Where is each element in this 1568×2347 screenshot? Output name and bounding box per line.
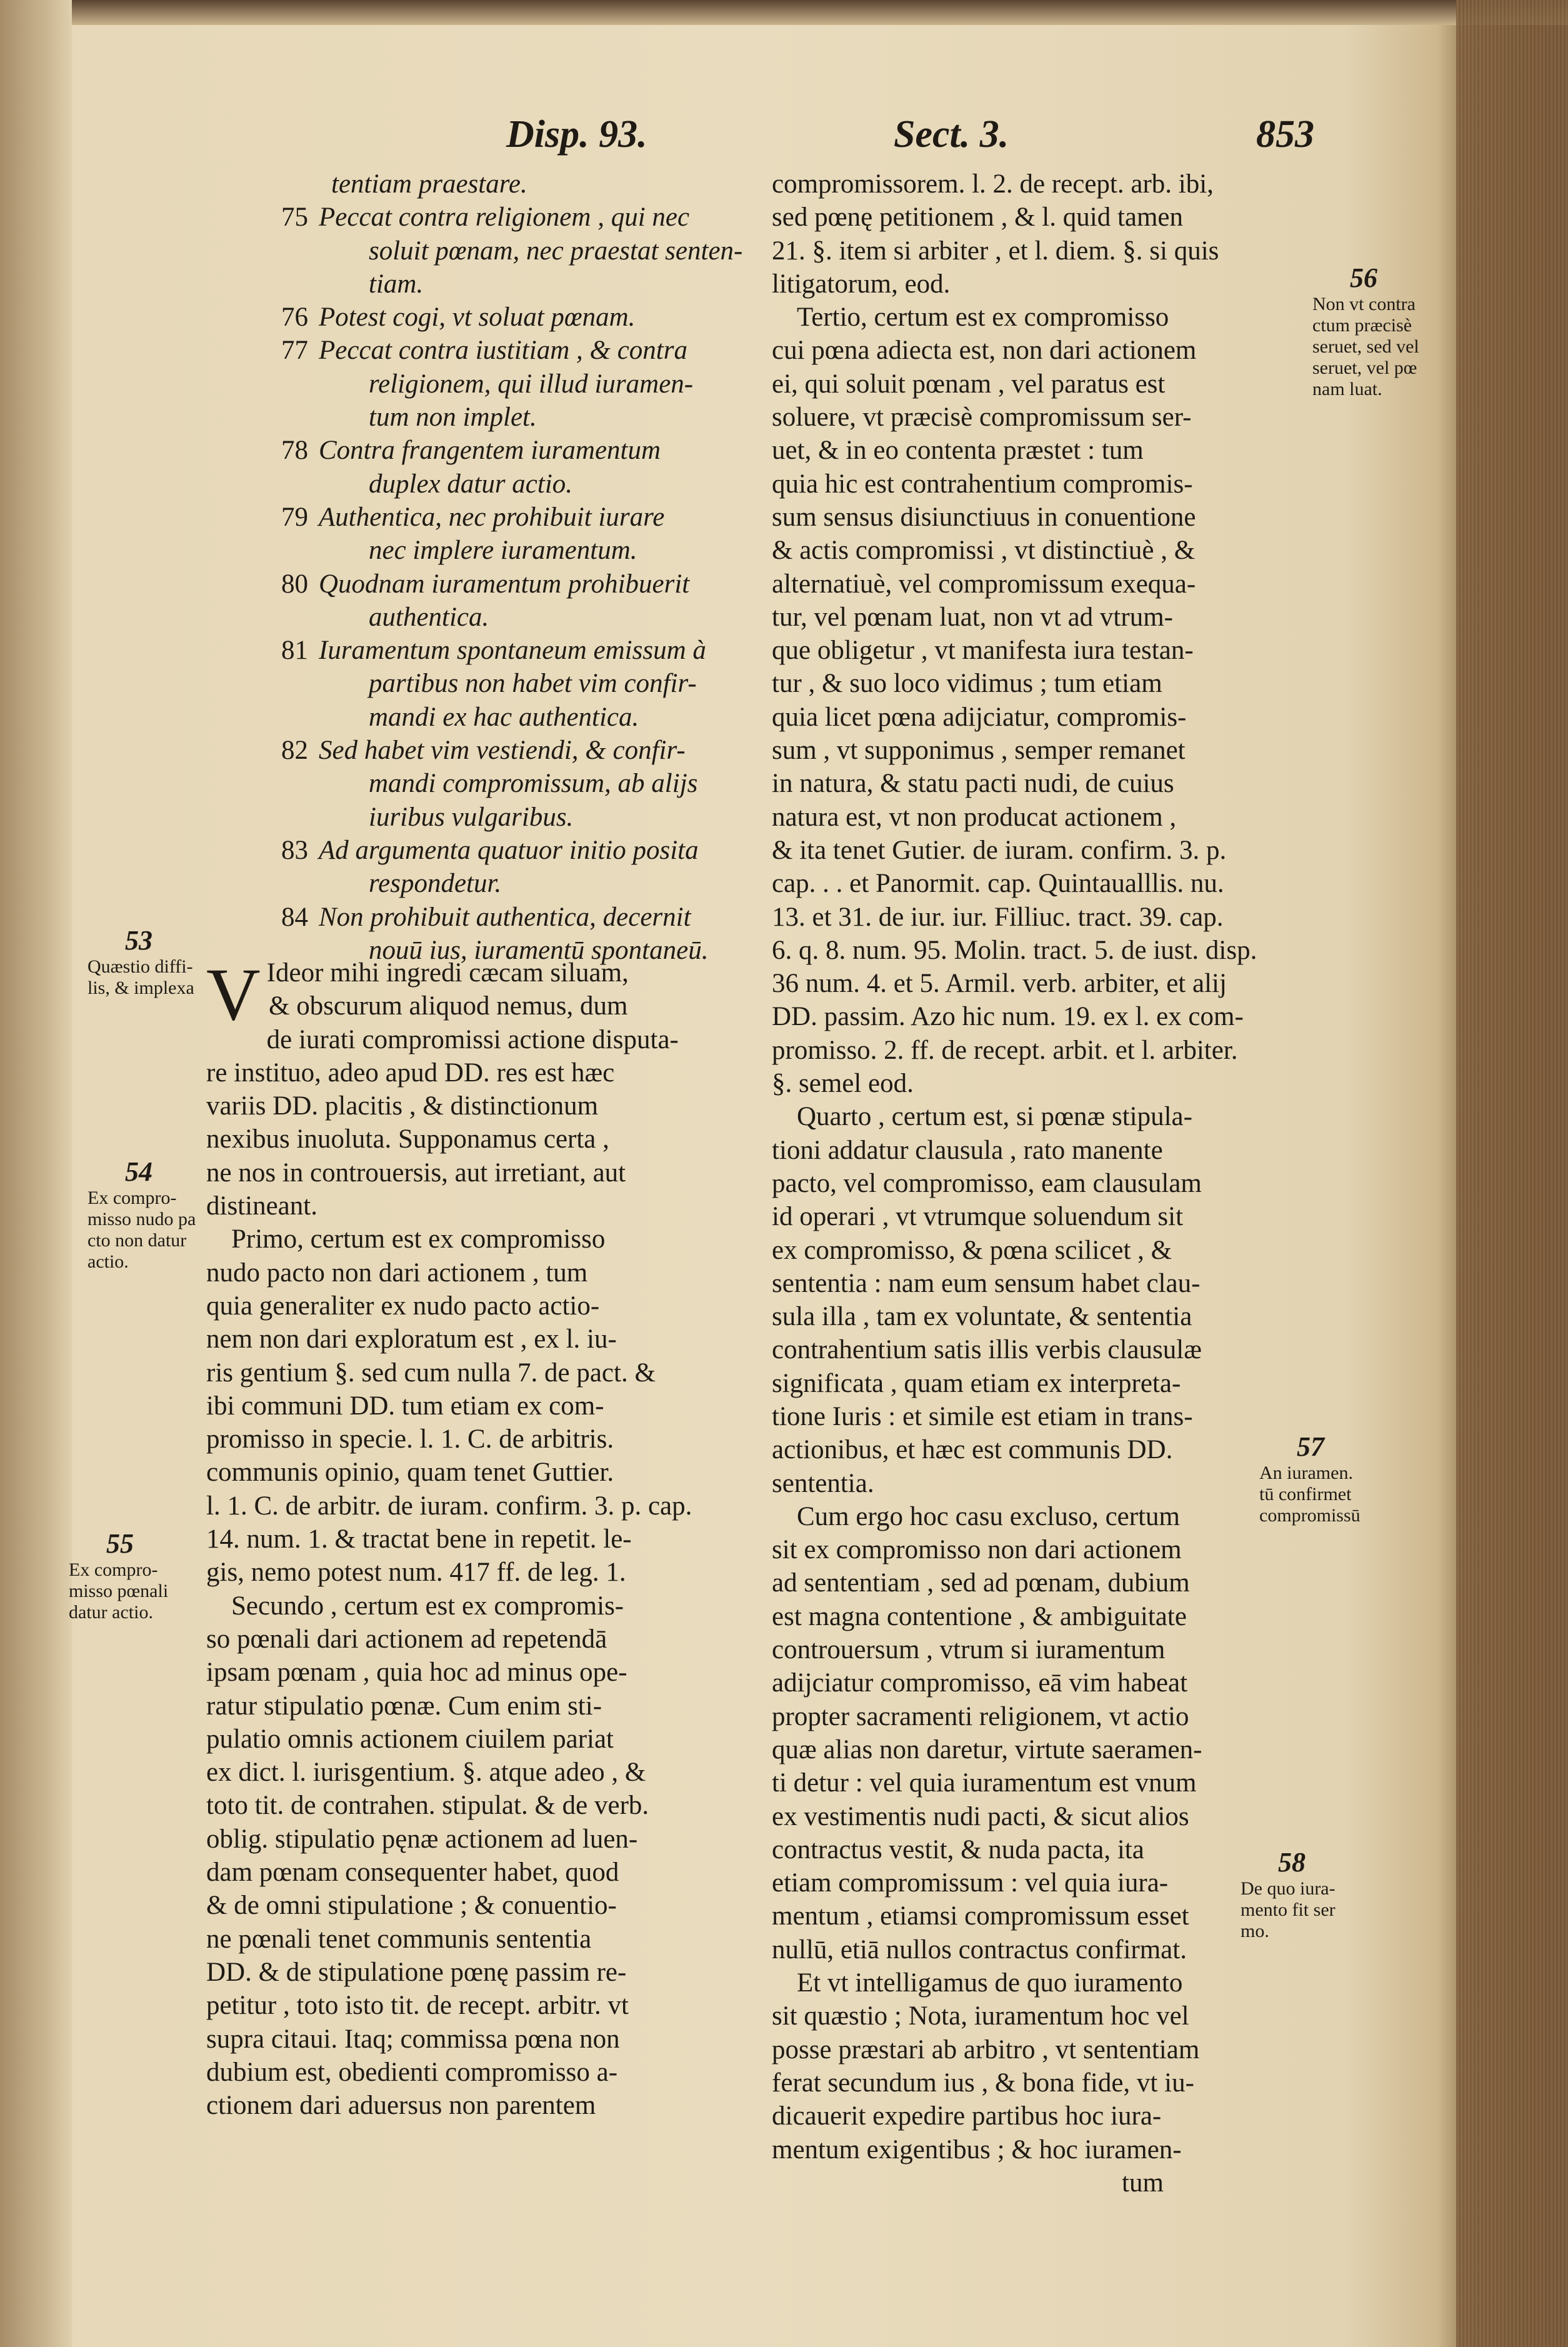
body-line: nexibus inuoluta. Supponamus certa , [206, 1124, 609, 1154]
summary-number: 81 [281, 636, 308, 666]
body-line: mentum exigentibus ; & hoc iuramen- [772, 2134, 1182, 2164]
note-number: 53 [125, 925, 152, 956]
body-line: V Ideor mihi ingredi cæcam siluam, [206, 953, 629, 1036]
body-line: cap. . . et Panormit. cap. Quintaualllis. nu. [772, 869, 1224, 899]
body-line: quia licet pœna adijciatur, compromis- [772, 702, 1187, 732]
body-line: ei, qui soluit pœnam , vel paratus est [772, 369, 1166, 399]
body-line: contractus vestit, & nuda pacta, ita [772, 1834, 1144, 1864]
summary-number: 79 [281, 502, 308, 532]
summary-line: mandi ex hac authentica. [369, 702, 639, 732]
note-line: cto non datur [87, 1230, 187, 1251]
body-line: nudo pacto non dari actionem , tum [206, 1258, 588, 1288]
body-line: quæ alias non daretur, virtute saeramen- [772, 1734, 1202, 1764]
body-line: contrahentium satis illis verbis clausulæ [772, 1335, 1202, 1365]
body-line: alternatiuè, vel compromissum exequa- [772, 569, 1196, 599]
summary-line: iuribus vulgaribus. [369, 802, 574, 832]
body-line: uet, & in eo contenta præstet : tum [772, 436, 1144, 466]
note-line: mo. [1241, 1921, 1269, 1941]
body-line: sum , vt supponimus , semper remanet [772, 736, 1186, 766]
summary-number: 83 [281, 835, 308, 865]
body-line: litigatorum, eod. [772, 269, 951, 299]
body-line: adijciatur compromisso, eā vim habeat [772, 1668, 1188, 1698]
body-line: tum [1122, 2168, 1164, 2198]
body-line: oblig. stipulatio pęnæ actionem ad luen- [206, 1824, 638, 1854]
summary-list [281, 168, 781, 967]
body-line: ti detur : vel quia iuramentum est vnum [772, 1768, 1197, 1798]
body-line: & obscurum aliquod nemus, dum [269, 991, 628, 1021]
body-line: id operari , vt vtrumque soluendum sit [772, 1202, 1184, 1232]
note-line: Quæstio diffi- [87, 956, 193, 977]
summary-line: 75 Peccat contra religionem , qui nec [281, 201, 781, 234]
running-head-center: Sect. 3. [894, 113, 1009, 156]
summary-line: tum non implet. [369, 403, 537, 433]
drop-cap: V [206, 953, 261, 1036]
body-line: pulatio omnis actionem ciuilem pariat [206, 1724, 614, 1754]
body-line: quia generaliter ex nudo pacto actio- [206, 1291, 600, 1321]
body-line: que obligetur , vt manifesta iura testan- [772, 636, 1194, 666]
note-line: lis, & implexa [87, 978, 194, 998]
summary-line: nec implere iuramentum. [369, 536, 637, 566]
body-line: ratur stipulatio pœnæ. Cum enim sti- [206, 1691, 602, 1721]
note-line: Non vt contra [1312, 294, 1416, 314]
right-body-text [772, 168, 1309, 2199]
body-line: petitur , toto isto tit. de recept. arbitr. vt [206, 1991, 629, 2021]
body-line: toto tit. de contrahen. stipulat. & de verb. [206, 1791, 649, 1821]
body-line: Quarto , certum est, si pœnæ stipula- [797, 1102, 1192, 1132]
body-line: DD. & de stipulatione pœnę passim re- [206, 1957, 627, 1987]
summary-line: 83 Ad argumenta quatuor initio posita [281, 834, 781, 867]
note-line: De quo iura- [1241, 1878, 1336, 1899]
body-line: sententia. [772, 1468, 874, 1498]
summary-line: religionem, qui illud iuramen- [369, 369, 694, 399]
body-line: etiam compromissum : vel quia iura- [772, 1868, 1169, 1898]
body-line: tur , & suo loco vidimus ; tum etiam [772, 669, 1162, 699]
summary-line: partibus non habet vim confir- [369, 669, 697, 699]
body-line: posse præstari ab arbitro , vt sententiam [772, 2034, 1200, 2064]
body-line: Secundo , certum est ex compromis- [231, 1591, 624, 1621]
body-line: ferat secundum ius , & bona fide, vt iu- [772, 2068, 1194, 2098]
body-line: compromissorem. l. 2. de recept. arb. ibi, [772, 169, 1214, 199]
body-line: gis, nemo potest num. 417 ff. de leg. 1. [206, 1558, 626, 1588]
note-line: seruet, vel pœ [1312, 358, 1417, 378]
body-line: supra citaui. Itaq; commissa pœna non [206, 2024, 620, 2054]
body-line: sula illa , tam ex voluntate, & sententia [772, 1302, 1192, 1332]
note-line: seruet, sed vel [1312, 336, 1419, 357]
body-line: 21. §. item si arbiter , et l. diem. §. si quis [772, 236, 1219, 266]
body-line: nem non dari exploratum est , ex l. iu- [206, 1324, 617, 1354]
summary-number: 77 [281, 336, 308, 366]
note-line: mento fit ser [1241, 1899, 1336, 1920]
body-line: pacto, vel compromisso, eam clausulam [772, 1168, 1202, 1198]
body-line: tioni addatur clausula , rato manente [772, 1135, 1163, 1165]
summary-line: 76 Potest cogi, vt soluat pœnam. [281, 301, 781, 334]
page-fore-edge [1456, 0, 1568, 2347]
page-top-edge [0, 0, 1568, 25]
body-line: in natura, & statu pacti nudi, de cuius [772, 769, 1174, 799]
body-line: controuersum , vtrum si iuramentum [772, 1635, 1166, 1665]
note-line: misso pœnali [69, 1581, 169, 1601]
body-line: communis opinio, quam tenet Guttier. [206, 1458, 614, 1488]
note-line: compromissū [1259, 1505, 1361, 1526]
body-line: de iurati compromissi actione disputa- [266, 1024, 679, 1054]
body-line: dam pœnam consequenter habet, quod [206, 1858, 619, 1888]
body-line: Tertio, certum est ex compromisso [797, 303, 1169, 333]
body-line: dicauerit expedire partibus hoc iura- [772, 2101, 1162, 2131]
binding-gutter [0, 0, 72, 2347]
body-line: ne pœnali tenet communis sententia [206, 1924, 592, 1954]
body-line: ad sententiam , sed ad pœnam, dubium [772, 1568, 1190, 1598]
summary-number: 82 [281, 736, 308, 766]
note-line: tū confirmet [1259, 1484, 1352, 1504]
body-line: sed pœnę petitionem , & l. quid tamen [772, 203, 1184, 233]
body-line: quia hic est contrahentium compromis- [772, 469, 1193, 499]
summary-number: 76 [281, 303, 308, 333]
body-line: mentum , etiamsi compromissum esset [772, 1901, 1189, 1931]
summary-number: 78 [281, 436, 308, 466]
body-line: re instituo, adeo apud DD. res est hæc [206, 1058, 615, 1088]
body-line: sum sensus disiunctiuus in conuentione [772, 502, 1196, 532]
summary-line: 78 Contra frangentem iuramentum [281, 434, 781, 467]
summary-line: 77 Peccat contra iustitiam , & contra [281, 334, 781, 367]
margin-note-55 [69, 1528, 168, 1623]
summary-line: duplex datur actio. [369, 469, 573, 499]
body-line: so pœnali dari actionem ad repetendā [206, 1624, 607, 1654]
running-head-left: Disp. 93. [506, 113, 647, 156]
body-line: sit quæstio ; Nota, iuramentum hoc vel [772, 2001, 1189, 2031]
body-line: §. semel eod. [772, 1069, 914, 1099]
margin-note-54 [87, 1156, 196, 1273]
body-line: propter sacramenti religionem, vt actio [772, 1701, 1189, 1731]
body-line: 6. q. 8. num. 95. Molin. tract. 5. de iust. disp. [772, 935, 1257, 965]
margin-note-58 [1241, 1847, 1336, 1942]
note-line: misso nudo pa [87, 1209, 196, 1229]
body-line: ibi communi DD. tum etiam ex com- [206, 1391, 604, 1421]
note-line: Ex compro- [87, 1188, 177, 1208]
body-line: ex compromisso, & pœna scilicet , & [772, 1235, 1172, 1265]
body-line: nullū, etiā nullos contractus confirmat. [772, 1934, 1187, 1964]
body-line: sententia : nam eum sensum habet clau- [772, 1268, 1201, 1298]
note-line: An iuramen. [1259, 1463, 1353, 1483]
body-line: Et vt intelligamus de quo iuramento [797, 1968, 1183, 1998]
note-line: Ex compro- [69, 1559, 158, 1580]
note-number: 57 [1297, 1431, 1324, 1462]
body-line: ipsam pœnam , quia hoc ad minus ope- [206, 1658, 627, 1688]
summary-number: 75 [281, 203, 308, 233]
body-line: actionibus, et hæc est communis DD. [772, 1435, 1173, 1465]
summary-line: tiam. [369, 269, 424, 299]
summary-line: respondetur. [369, 869, 502, 899]
body-line: ctionem dari aduersus non parentem [206, 2091, 596, 2121]
body-line: 13. et 31. de iur. iur. Filliuc. tract. 39. cap. [772, 902, 1224, 932]
summary-line: 81 Iuramentum spontaneum emissum à [281, 634, 781, 667]
summary-line: nouū ius, iuramentū spontaneū. [369, 935, 709, 965]
summary-line: tentiam praestare. [331, 169, 527, 199]
body-line: Cum ergo hoc casu excluso, certum [797, 1501, 1180, 1531]
body-line: variis DD. placitis , & distinctionum [206, 1091, 599, 1121]
summary-line: soluit pœnam, nec praestat senten- [369, 236, 743, 266]
body-line: l. 1. C. de arbitr. de iuram. confirm. 3. p. cap. [206, 1491, 692, 1521]
body-line: natura est, vt non producat actionem , [772, 802, 1177, 832]
body-line: dubium est, obedienti compromisso a- [206, 2057, 618, 2087]
body-line: significata , quam etiam ex interpreta- [772, 1368, 1181, 1398]
body-line: ex dict. l. iurisgentium. §. atque adeo , & [206, 1758, 646, 1788]
note-line: datur actio. [69, 1602, 153, 1623]
summary-line: 84 Non prohibuit authentica, decernit [281, 901, 781, 934]
summary-line: mandi compromissum, ab alijs [369, 769, 698, 799]
page-number: 853 [1256, 113, 1314, 156]
summary-line: 80 Quodnam iuramentum prohibuerit [281, 568, 781, 601]
summary-line: 79 Authentica, nec prohibuit iurare [281, 501, 781, 534]
body-line: DD. passim. Azo hic num. 19. ex l. ex com- [772, 1002, 1244, 1032]
summary-number: 80 [281, 569, 308, 599]
body-line: ris gentium §. sed cum nulla 7. de pact. & [206, 1358, 656, 1388]
body-line: distineant. [206, 1191, 317, 1221]
body-line: & actis compromissi , vt distinctiuè , & [772, 536, 1196, 566]
left-body-text [206, 953, 769, 2122]
body-line: promisso in specie. l. 1. C. de arbitris. [206, 1424, 614, 1454]
body-line: tione Iuris : et simile est etiam in trans- [772, 1401, 1193, 1431]
body-line: tur, vel pœnam luat, non vt ad vtrum- [772, 602, 1173, 632]
note-number: 58 [1278, 1847, 1306, 1878]
margin-note-53 [87, 925, 194, 999]
body-line: est magna contentione , & ambiguitate [772, 1601, 1187, 1631]
body-line: & de omni stipulatione ; & conuentio- [206, 1891, 617, 1921]
note-number: 54 [125, 1156, 152, 1187]
body-line: Primo, certum est ex compromisso [231, 1224, 606, 1254]
note-number: 56 [1350, 263, 1377, 293]
summary-line: 82 Sed habet vim vestiendi, & confir- [281, 734, 781, 767]
note-line: ctum præcisè [1312, 315, 1412, 336]
note-line: actio. [87, 1251, 129, 1272]
body-line: promisso. 2. ff. de recept. arbit. et l. arbiter. [772, 1035, 1238, 1065]
body-line: soluere, vt præcisè compromissum ser- [772, 403, 1192, 433]
summary-line: authentica. [369, 602, 489, 632]
margin-note-56 [1312, 263, 1419, 400]
body-line: 14. num. 1. & tractat bene in repetit. le- [206, 1524, 632, 1554]
body-line: ex vestimentis nudi pacti, & sicut alios [772, 1801, 1189, 1831]
note-line: nam luat. [1312, 379, 1382, 399]
body-line: & ita tenet Gutier. de iuram. confirm. 3. p. [772, 835, 1227, 865]
margin-note-57 [1259, 1431, 1361, 1526]
body-line: sit ex compromisso non dari actionem [772, 1535, 1182, 1565]
note-number: 55 [106, 1528, 134, 1559]
body-line: 36 num. 4. et 5. Armil. verb. arbiter, et alij [772, 969, 1227, 999]
summary-number: 84 [281, 902, 308, 932]
body-line: cui pœna adiecta est, non dari actionem [772, 336, 1197, 366]
body-line: ne nos in controuersis, aut irretiant, aut [206, 1158, 626, 1188]
